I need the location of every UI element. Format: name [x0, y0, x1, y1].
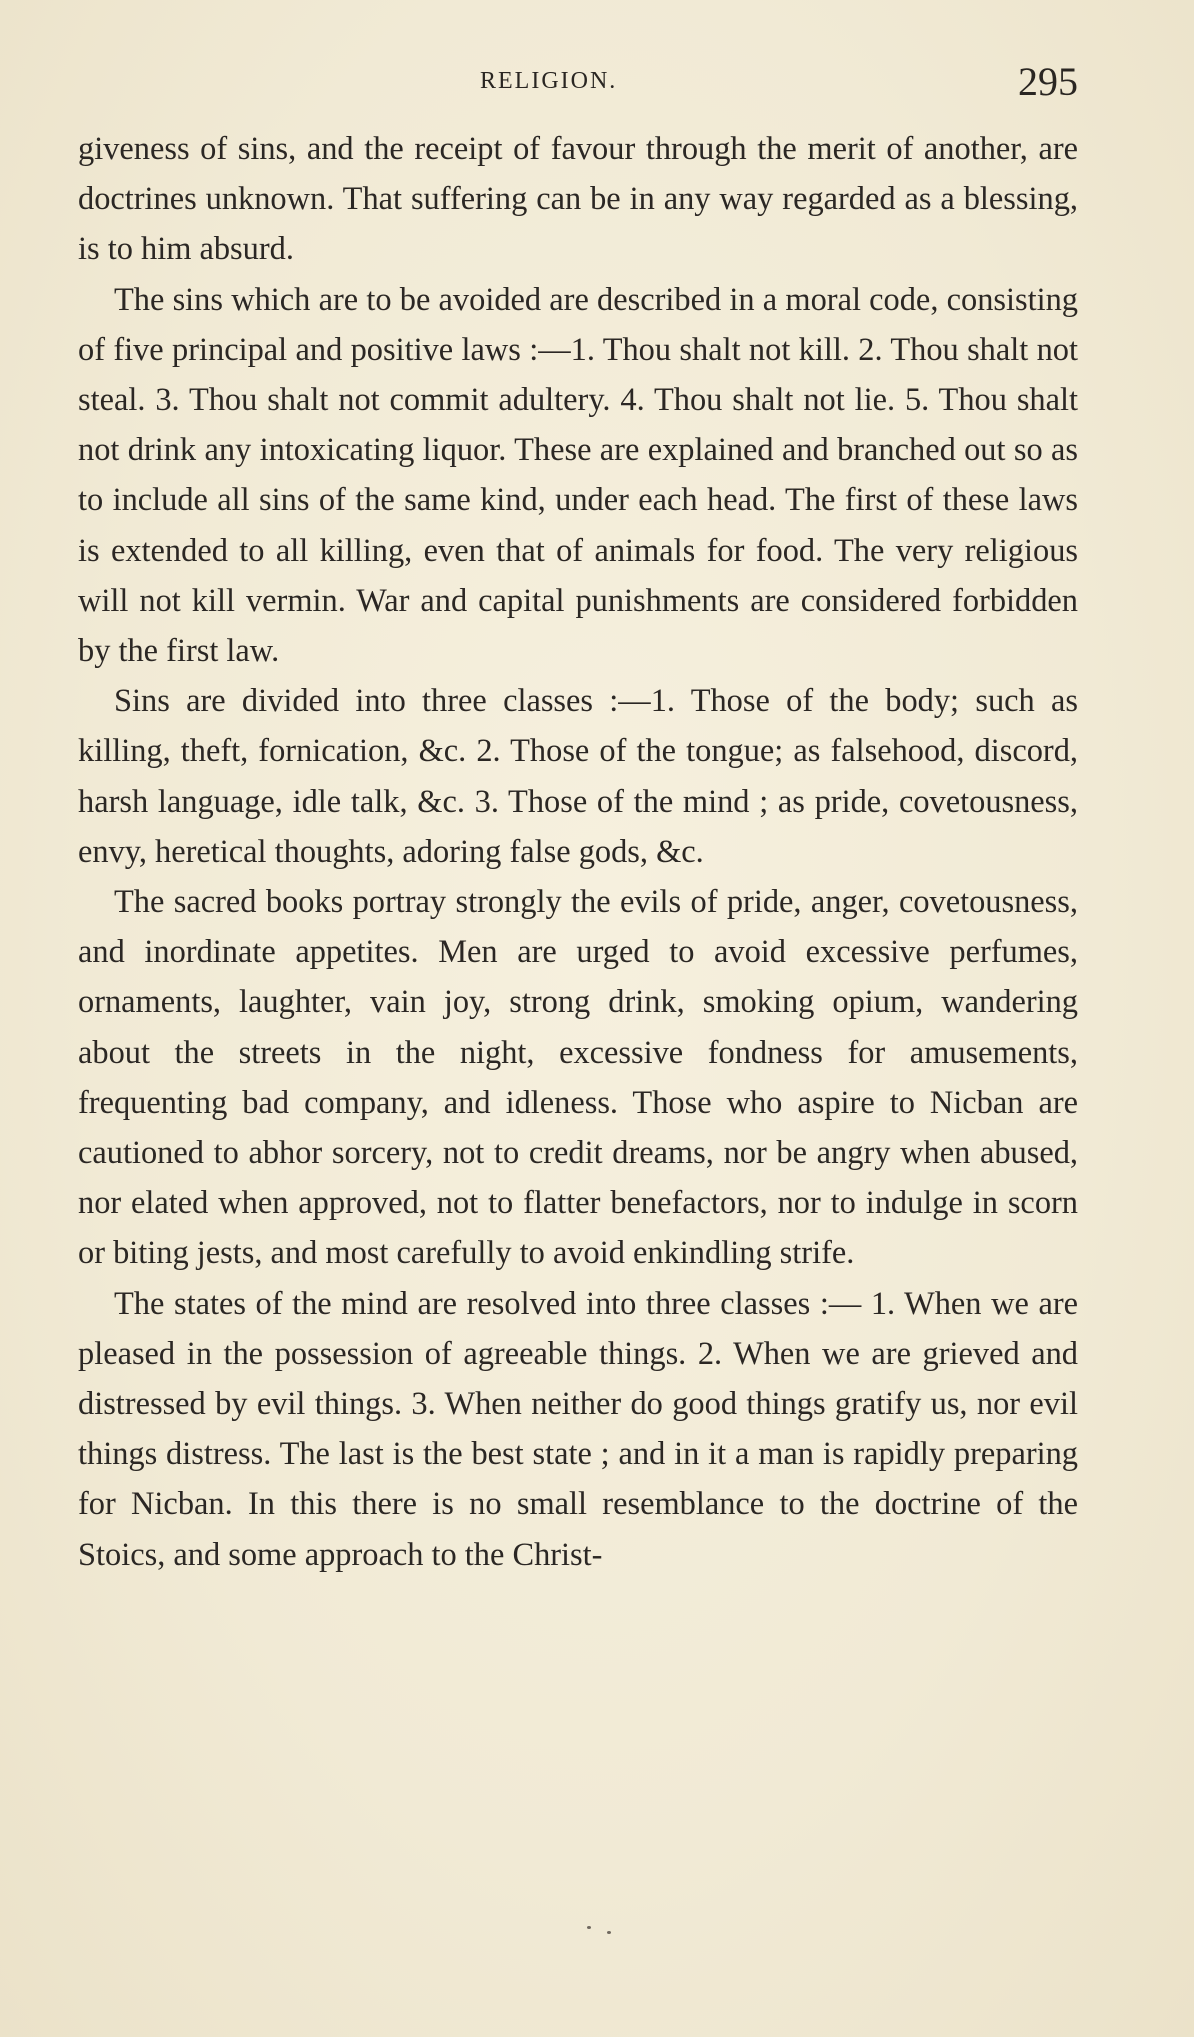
paragraph-moral-code: The sins which are to be avoided are described in a moral code, consisting of five principal and positive laws :—1. Thou shalt not kill. 2. Thou shalt not steal. 3. Thou shalt not commit adultery. 4. Thou shalt not lie. 5. Thou shalt not drink any intoxicating liquor. These are explained and branched out so as to include all sins of the same kind, under each head. The first of these laws is extended to all killing, even that of animals for food. The very religious will not kill vermin. War and capital punishments are considered forbidden by the first law. [78, 281, 1078, 670]
paragraph-sacred-books: The sacred books portray strongly the evils of pride, anger, covetousness, and inordinate appetites. Men are urged to avoid excessive perfumes, ornaments, laughter, vain joy, strong drink, smoking opium, wandering about the streets in the night, excessive fondness for amusements, frequenting bad company, and idleness. Those who aspire to Nicban are cautioned to abhor sorcery, not to credit dreams, nor be angry when abused, nor elated when approved, not to flatter benefactors, nor to indulge in scorn or biting jests, and most carefully to avoid enkindling strife. [78, 884, 1078, 1272]
running-head: RELIGION. [480, 68, 618, 94]
paragraph-states-of-mind: The states of the mind are resolved into three classes :— 1. When we are pleased in the possession of agreeable things. 2. When we are grieved and distressed by evil things. 3. When neither do good things gratify us, nor evil things distress. The last is the best state ; and in it a man is rapidly preparing for Nicban. In this there is no small resemblance to the doctrine of the Stoics, and some approach to the Christ- [78, 1285, 1078, 1573]
paragraph-continuation: giveness of sins, and the receipt of favour through the merit of another, are doctrines unknown. That suffering can be in any way regarded as a blessing, is to him absurd. [78, 131, 1078, 268]
page-number: 295 [1018, 59, 1078, 104]
page-header [78, 58, 1078, 108]
body-text [78, 124, 1078, 1580]
paragraph-sin-classes: Sins are divided into three classes :—1. Those of the body; such as killing, theft, fornication, &c. 2. Those of the tongue; as falsehood, discord, harsh language, idle talk, &c. 3. Those of the mind ; as pride, covetousness, envy, heretical thoughts, adoring false gods, &c. [78, 683, 1078, 870]
printer-mark [583, 1924, 623, 1936]
